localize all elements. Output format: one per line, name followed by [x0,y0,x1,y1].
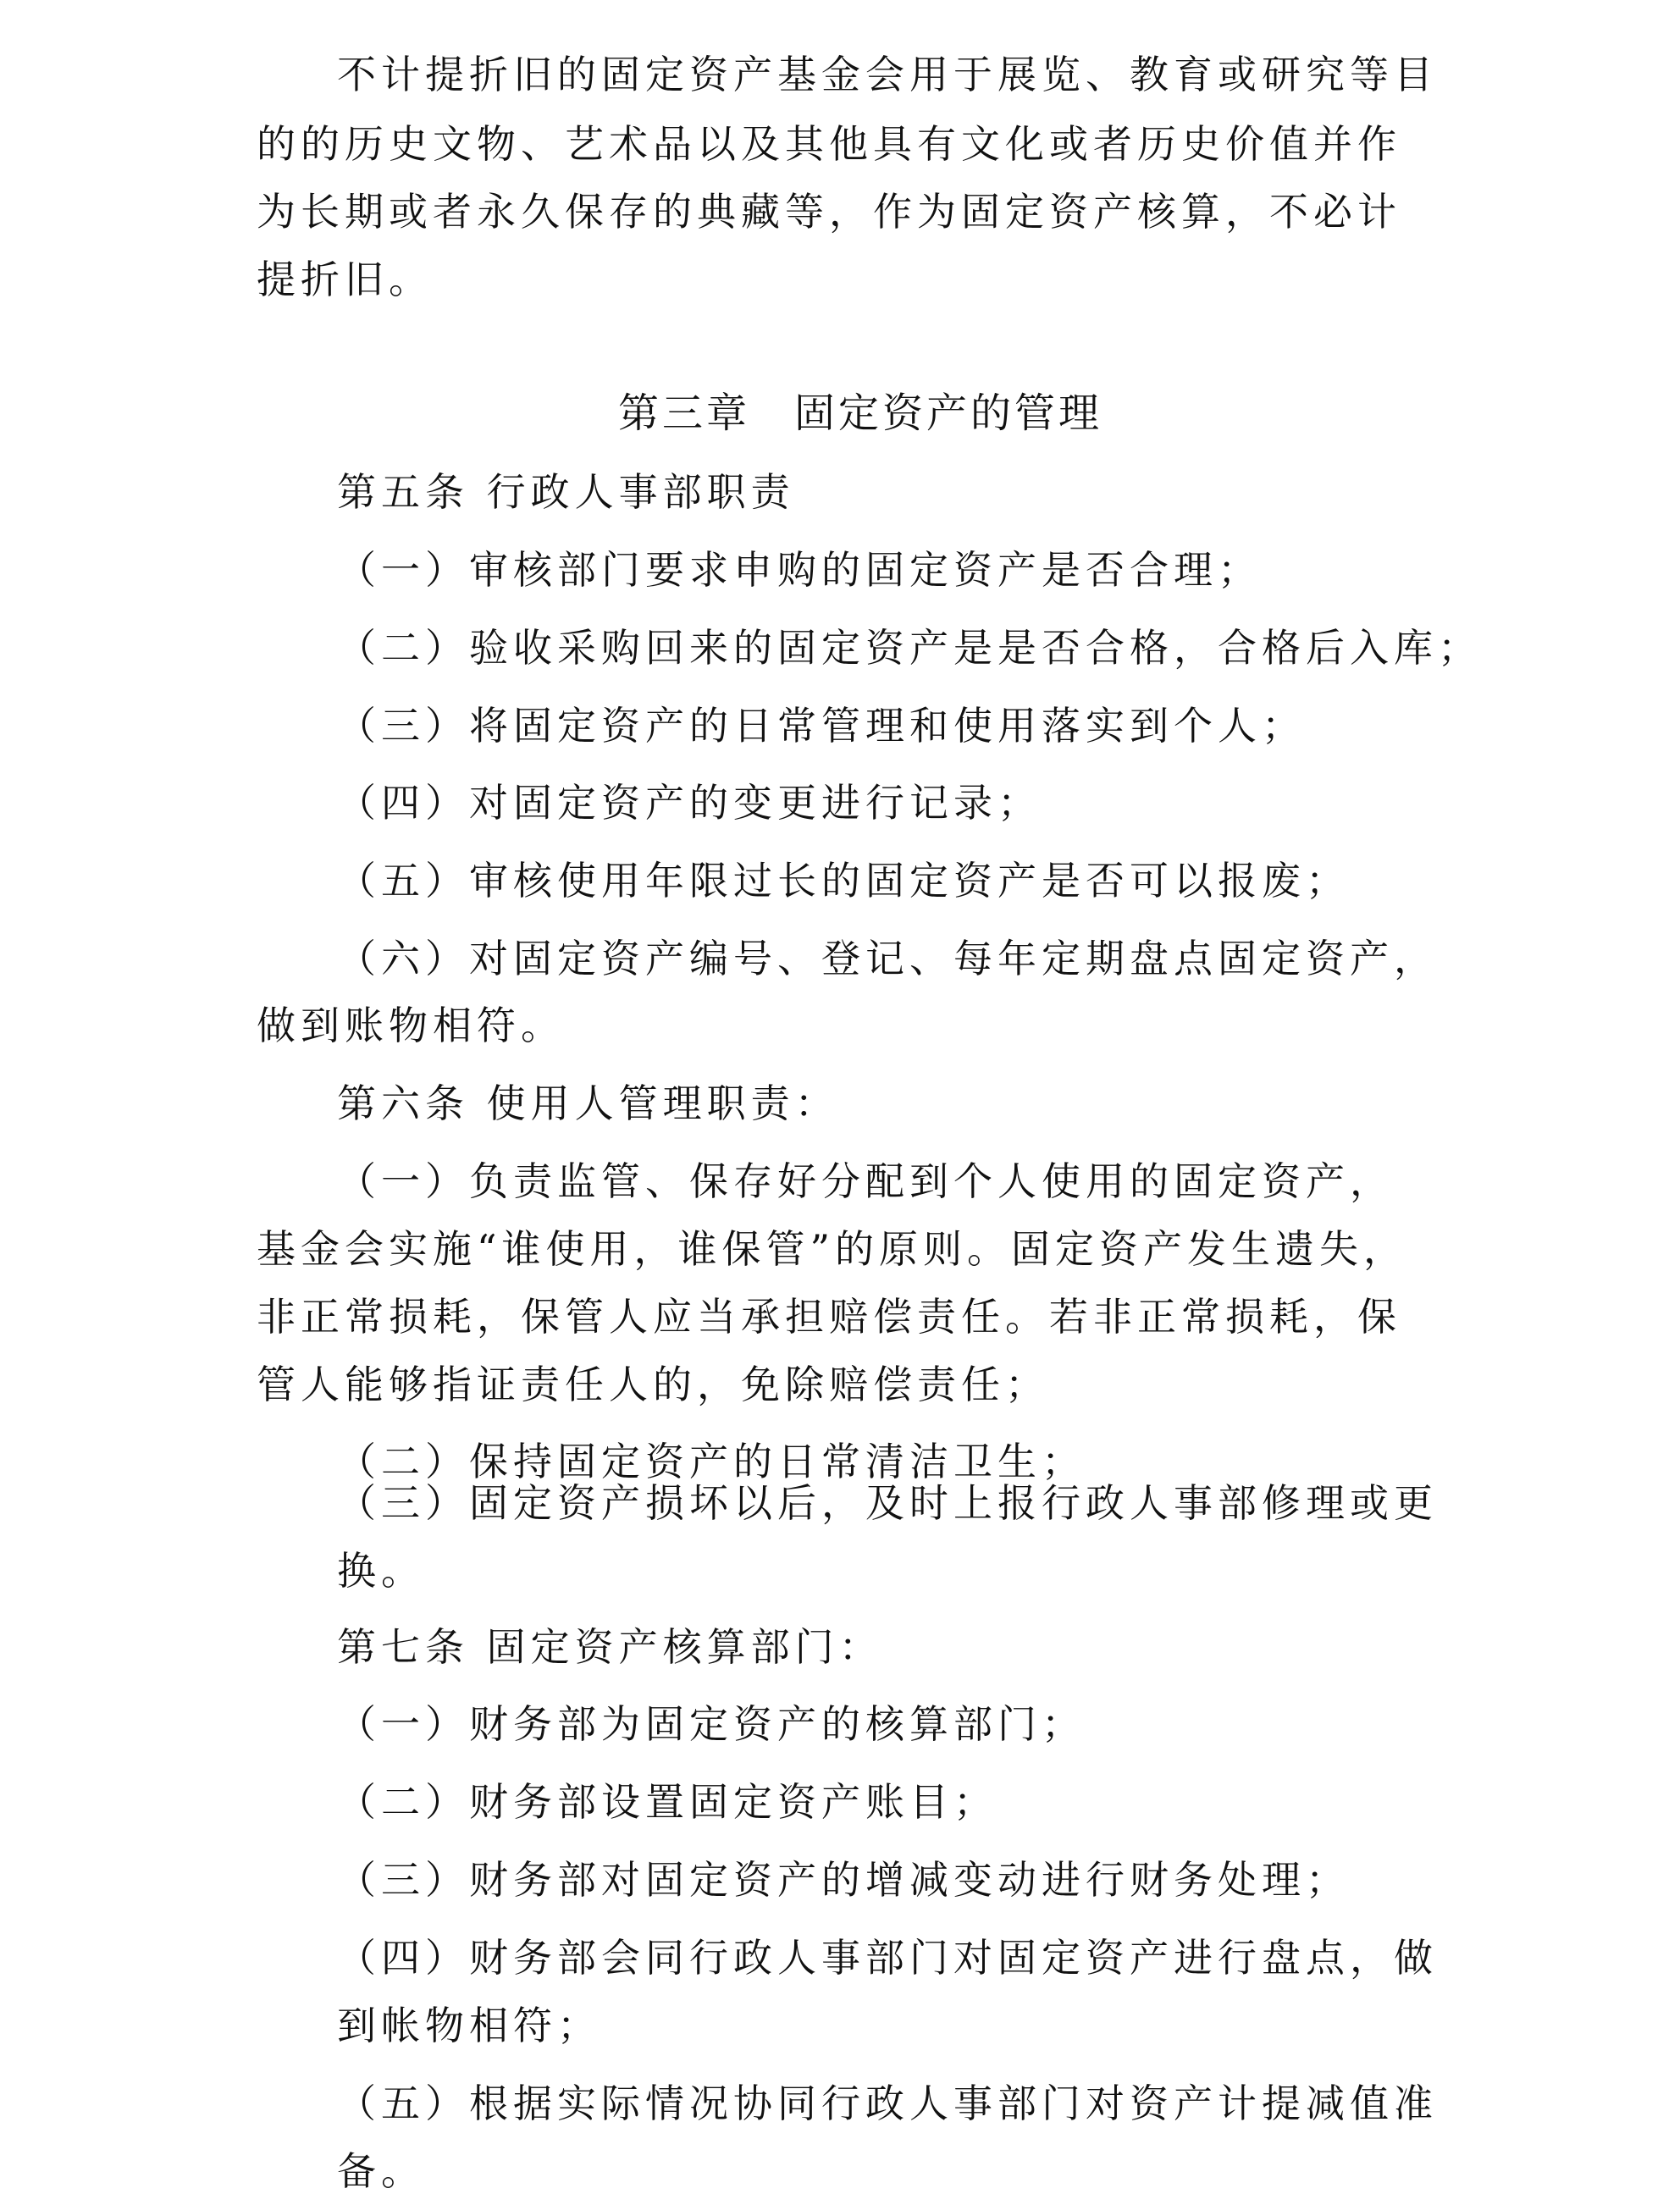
article7-item-4: （四）财务部会同行政人事部门对固定资产进行盘点，做 [337,1935,1438,1981]
article7-item-5-cont: 备。 [337,2148,425,2194]
article5-item-6-cont: 做到账物相符。 [257,1003,565,1048]
article6-heading: 第六条 使用人管理职责： [337,1080,839,1126]
intro-line-2: 的的历史文物、艺术品以及其他具有文化或者历史价值并作 [257,121,1401,167]
article5-item-2: （二）验收采购回来的固定资产是是否合格，合格后入库； [337,625,1482,671]
article7-heading: 第七条 固定资产核算部门： [337,1624,883,1670]
article6-item-1-cont-3: 管人能够指证责任人的，免除赔偿责任； [257,1362,1049,1407]
article7-item-3: （三）财务部对固定资产的增减变动进行财务处理； [337,1857,1350,1903]
article5-item-3: （三）将固定资产的日常管理和使用落实到个人； [337,703,1306,749]
article6-item-3-cont: 换。 [337,1548,425,1594]
intro-line-1: 不计提折旧的固定资产基金会用于展览、教育或研究等目 [337,52,1438,97]
article5-heading: 第五条 行政人事部职责 [337,469,795,515]
article7-item-2: （二）财务部设置固定资产账目； [337,1779,998,1825]
article6-item-3: （三）固定资产损坏以后，及时上报行政人事部修理或更 [337,1480,1438,1526]
article5-item-6: （六）对固定资产编号、登记、每年定期盘点固定资产， [337,936,1438,981]
article5-item-5: （五）审核使用年限过长的固定资产是否可以报废； [337,858,1350,904]
article7-item-1: （一）财务部为固定资产的核算部门； [337,1701,1086,1747]
article5-item-1: （一）审核部门要求申购的固定资产是否合理； [337,547,1262,593]
article5-item-4: （四）对固定资产的变更进行记录； [337,780,1042,826]
article6-item-2: （二）保持固定资产的日常清洁卫生； [337,1439,1086,1484]
intro-line-4: 提折旧。 [257,257,433,302]
intro-line-3: 为长期或者永久保存的典藏等，作为固定资产核算，不必计 [257,189,1401,235]
article6-item-1: （一）负责监管、保存好分配到个人使用的固定资产， [337,1158,1394,1204]
article7-item-5: （五）根据实际情况协同行政人事部门对资产计提减值准 [337,2081,1438,2126]
article7-item-4-cont: 到帐物相符； [337,2003,601,2048]
chapter-title: 第三章 固定资产的管理 [618,390,1103,437]
article6-item-1-cont-2: 非正常损耗，保管人应当承担赔偿责任。若非正常损耗，保 [257,1294,1401,1340]
article6-item-1-cont-1: 基金会实施“谁使用，谁保管”的原则。固定资产发生遗失， [257,1226,1408,1272]
